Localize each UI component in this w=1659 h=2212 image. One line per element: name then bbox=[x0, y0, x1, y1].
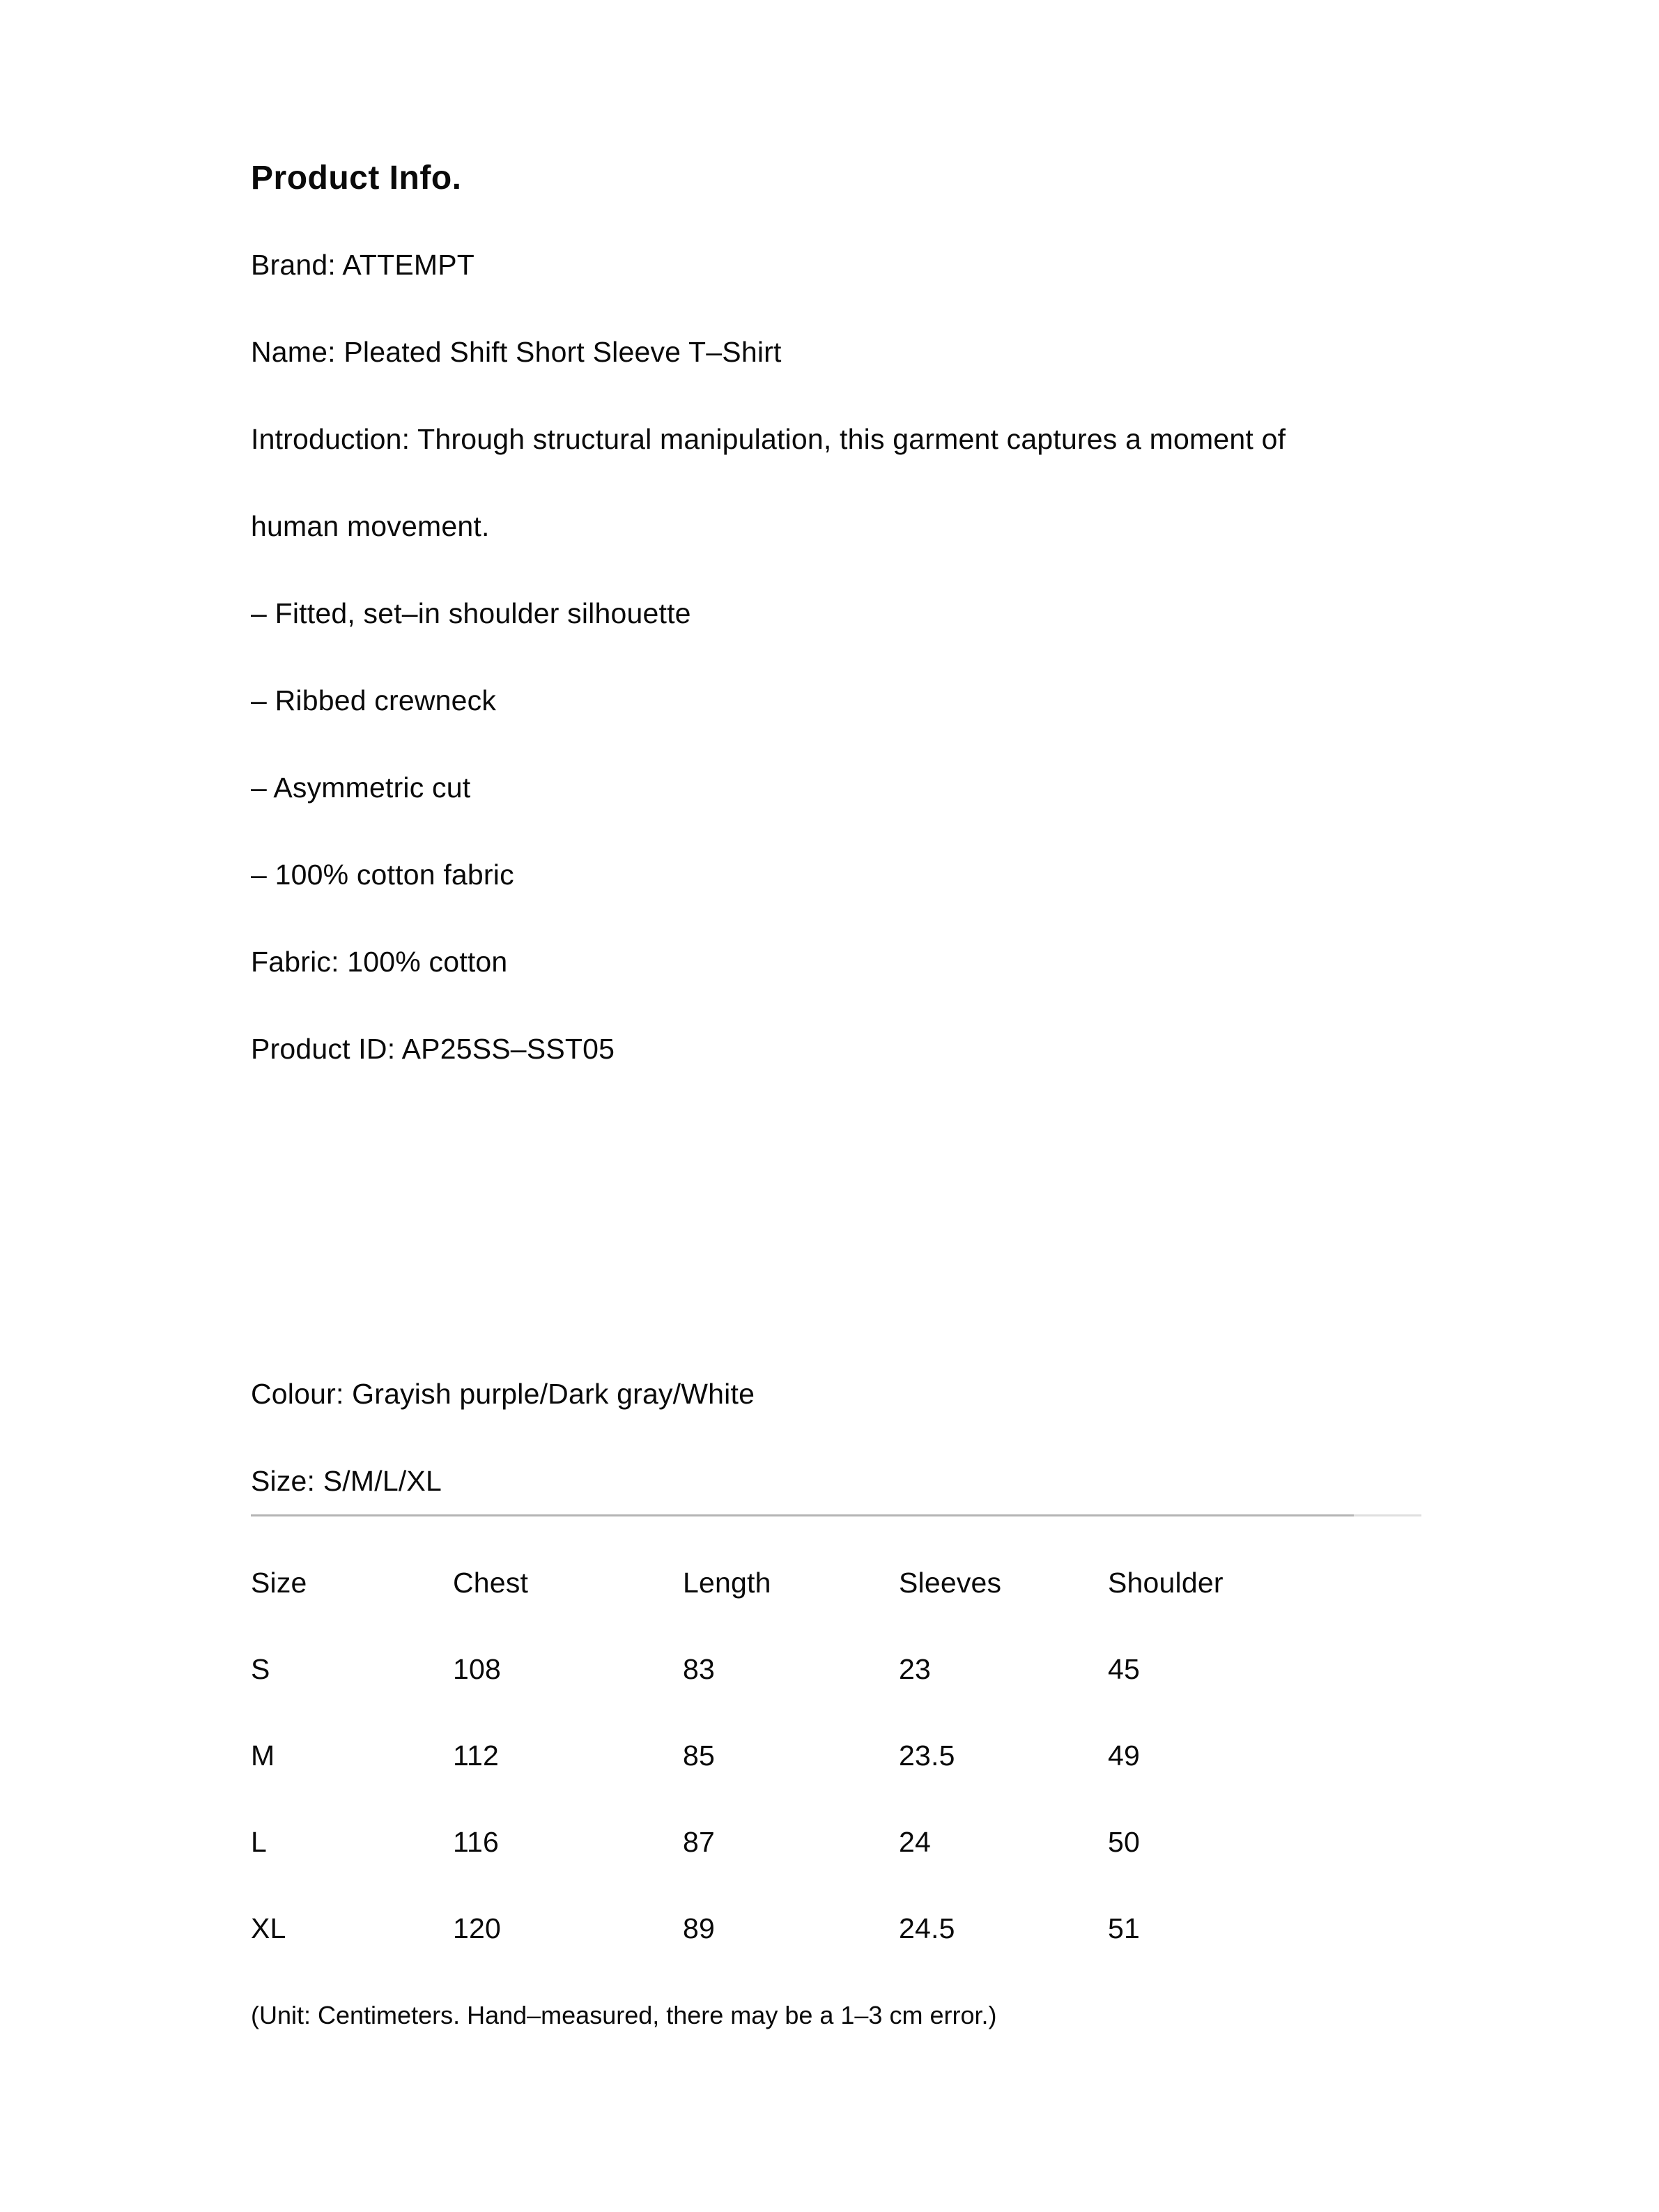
size-m-shoulder: 49 bbox=[1108, 1739, 1141, 1772]
name-line: Name: Pleated Shift Short Sleeve T–Shirt bbox=[251, 336, 782, 368]
size-l-chest: 116 bbox=[453, 1826, 499, 1858]
size-xl-length: 89 bbox=[683, 1912, 716, 1944]
fabric-line: Fabric: 100% cotton bbox=[251, 946, 508, 978]
size-table-header-shoulder: Shoulder bbox=[1108, 1567, 1224, 1599]
feature-bullet-asymmetric-cut: – Asymmetric cut bbox=[251, 771, 471, 804]
size-l-shoulder: 50 bbox=[1108, 1826, 1141, 1858]
size-table-header-size: Size bbox=[251, 1567, 307, 1599]
size-s-shoulder: 45 bbox=[1108, 1653, 1141, 1685]
introduction-line-2: human movement. bbox=[251, 510, 490, 542]
size-s-sleeves: 23 bbox=[899, 1653, 932, 1685]
size-table bbox=[251, 1539, 1421, 1972]
size-l-length: 87 bbox=[683, 1826, 716, 1858]
size-s-label: S bbox=[251, 1653, 270, 1685]
size-table-header-chest: Chest bbox=[453, 1567, 529, 1599]
size-xl-chest: 120 bbox=[453, 1912, 502, 1944]
introduction-line-1: Introduction: Through structural manipulation, this garment captures a moment of bbox=[251, 423, 1286, 455]
size-s-chest: 108 bbox=[453, 1653, 502, 1685]
measurement-note: (Unit: Centimeters. Hand–measured, there may be a 1–3 cm error.) bbox=[251, 2001, 997, 2029]
feature-bullet-cotton-fabric: – 100% cotton fabric bbox=[251, 859, 514, 891]
feature-bullet-crewneck: – Ribbed crewneck bbox=[251, 684, 497, 716]
feature-bullet-silhouette: – Fitted, set–in shoulder silhouette bbox=[251, 597, 691, 629]
size-xl-sleeves: 24.5 bbox=[899, 1912, 955, 1944]
size-table-header-sleeves: Sleeves bbox=[899, 1567, 1002, 1599]
size-xl-shoulder: 51 bbox=[1108, 1912, 1141, 1944]
size-l-sleeves: 24 bbox=[899, 1826, 932, 1858]
size-line: Size: S/M/L/XL bbox=[251, 1465, 442, 1497]
page-title: Product Info. bbox=[251, 160, 462, 197]
size-l-label: L bbox=[251, 1826, 268, 1858]
colour-line: Colour: Grayish purple/Dark gray/White bbox=[251, 1378, 755, 1410]
size-m-chest: 112 bbox=[453, 1739, 499, 1772]
size-table-header-length: Length bbox=[683, 1567, 771, 1599]
blank-gap bbox=[251, 1093, 1421, 1351]
size-m-sleeves: 23.5 bbox=[899, 1739, 955, 1772]
product-id-line: Product ID: AP25SS–SST05 bbox=[251, 1033, 615, 1065]
size-m-label: M bbox=[251, 1739, 275, 1772]
size-xl-label: XL bbox=[251, 1912, 286, 1944]
brand-line: Brand: ATTEMPT bbox=[251, 249, 475, 281]
size-s-length: 83 bbox=[683, 1653, 716, 1685]
size-m-length: 85 bbox=[683, 1739, 716, 1772]
